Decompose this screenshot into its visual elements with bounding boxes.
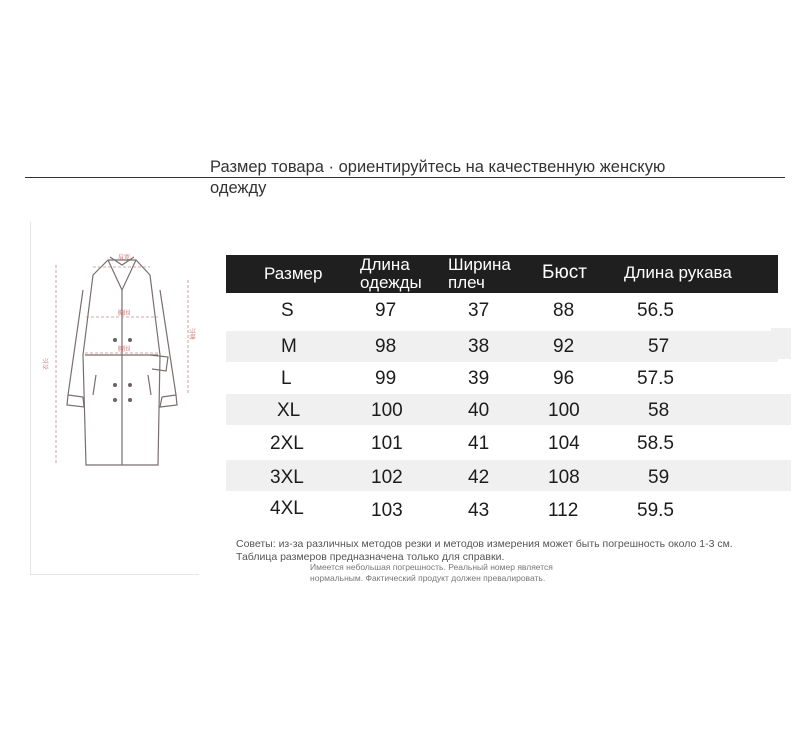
cell-length: 97 xyxy=(375,300,397,321)
cell-size: M xyxy=(281,336,297,357)
title-divider xyxy=(25,177,785,178)
cell-length: 98 xyxy=(375,336,397,357)
cell-sleeve: 59.5 xyxy=(637,500,674,521)
cell-bust: 100 xyxy=(548,400,580,421)
cell-bust: 112 xyxy=(548,500,579,521)
cell-bust: 104 xyxy=(548,433,580,454)
sleeve-label: 袖长 xyxy=(190,327,197,340)
header-shoulder: Ширина плеч xyxy=(448,255,511,292)
header-sleeve: Длина рукава xyxy=(624,263,732,282)
cell-shoulder: 40 xyxy=(468,400,490,421)
cell-size: XL xyxy=(277,400,301,421)
cell-shoulder: 41 xyxy=(468,433,490,454)
cell-shoulder: 43 xyxy=(468,500,490,521)
size-disclaimer: Имеется небольшая погрешность. Реальный номер является нормальным. Фактический продукт должен превалировать. xyxy=(310,562,553,583)
side-box xyxy=(771,328,791,359)
side-box xyxy=(771,394,791,425)
cell-length: 100 xyxy=(371,400,403,421)
length-label: 衣长 xyxy=(43,357,50,370)
cell-length: 101 xyxy=(371,433,403,454)
cell-sleeve: 59 xyxy=(648,467,670,488)
page-title: Размер товара · ориентируйтесь на качественную женскую одежду xyxy=(210,158,666,197)
cell-bust: 88 xyxy=(553,300,575,321)
cell-sleeve: 56.5 xyxy=(637,300,674,321)
cell-shoulder: 42 xyxy=(468,467,490,488)
size-note: Советы: из-за различных методов резки и методов измерения может быть погрешность около 1-3 см. Таблица размеров предназначена только для справки. xyxy=(236,538,733,563)
row-shade-m xyxy=(226,331,778,362)
cell-length: 103 xyxy=(371,500,403,521)
header-length: Длина одежды xyxy=(360,255,422,292)
bust-label: 胸围 xyxy=(118,310,131,317)
header-size: Размер xyxy=(264,264,323,283)
shoulder-label: 肩宽 xyxy=(118,254,131,261)
cell-bust: 96 xyxy=(553,368,575,389)
row-shade-xl xyxy=(226,394,778,425)
size-table-header xyxy=(226,255,778,293)
cell-sleeve: 57 xyxy=(648,336,670,357)
cell-size: L xyxy=(281,368,292,389)
side-box xyxy=(771,460,791,491)
cell-size: S xyxy=(281,300,294,321)
cell-size: 2XL xyxy=(270,433,304,454)
cell-shoulder: 37 xyxy=(468,300,490,321)
cell-length: 102 xyxy=(371,467,403,488)
header-bust: Бюст xyxy=(542,262,587,283)
cell-shoulder: 39 xyxy=(468,368,490,389)
row-shade-3xl xyxy=(226,460,778,491)
cell-sleeve: 58 xyxy=(648,400,670,421)
cell-shoulder: 38 xyxy=(468,336,490,357)
cell-size: 4XL xyxy=(270,498,304,519)
waist-label: 腰围 xyxy=(118,346,131,353)
cell-bust: 108 xyxy=(548,467,580,488)
coat-diagram xyxy=(38,245,203,485)
cell-size: 3XL xyxy=(270,467,304,488)
cell-bust: 92 xyxy=(553,336,575,357)
cell-length: 99 xyxy=(375,368,397,389)
cell-sleeve: 58.5 xyxy=(637,433,674,454)
cell-sleeve: 57.5 xyxy=(637,368,674,389)
